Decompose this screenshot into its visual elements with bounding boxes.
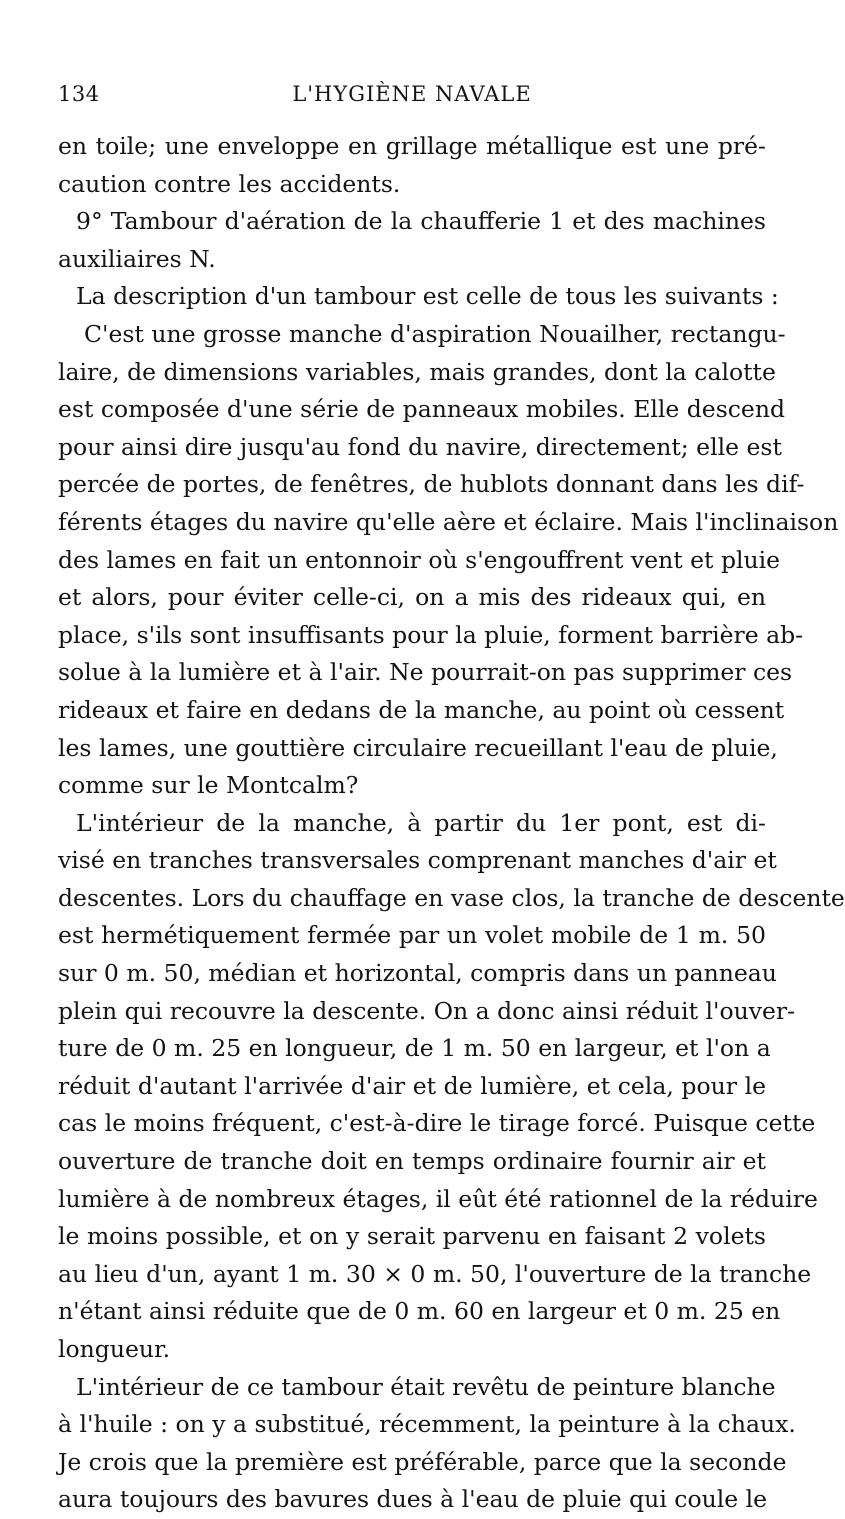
text-line: solue à la lumière et à l'air. Ne pourrait-on pas supprimer ces [58,658,793,687]
text-line: laire, de dimensions variables, mais grandes, dont la calotte [58,357,776,386]
text-line: est hermétiquement fermée par un volet mobile de 1 m. 50 [58,921,766,950]
text-line: en toile; une enveloppe en grillage métallique est une pré- [58,132,766,160]
text-line: le moins possible, et on y serait parvenu en faisant 2 volets [58,1222,766,1251]
text-line: visé en tranches transversales comprenant manches d'air et [58,846,777,875]
text-line: comme sur le Montcalm? [58,771,359,800]
text-line: auxiliaires N. [58,244,216,273]
text-line: pour ainsi dire jusqu'au fond du navire, directement; elle est [58,432,782,461]
text-line: à l'huile : on y a substitué, récemment, la peinture à la chaux. [58,1410,796,1439]
text-line: au lieu d'un, ayant 1 m. 30 × 0 m. 50, l'ouverture de la tranche [58,1259,812,1288]
text-line: caution contre les accidents. [58,169,401,198]
text-line: aura toujours des bavures dues à l'eau de pluie qui coule le [58,1485,768,1514]
running-title: L'HYGIÈNE NAVALE [292,82,532,106]
text-line: n'étant ainsi réduite que de 0 m. 60 en largeur et 0 m. 25 en [58,1297,781,1326]
page-number: 134 [58,82,100,106]
text-line: ture de 0 m. 25 en longueur, de 1 m. 50 en largeur, et l'on a [58,1034,771,1063]
text-line: La description d'un tambour est celle de tous les suivants : [76,282,779,311]
text-line: C'est une grosse manche d'aspiration Nouailher, rectangu- [84,319,786,348]
text-line: L'intérieur de la manche, à partir du 1er pont, est di- [76,808,766,837]
text-line: rideaux et faire en dedans de la manche, au point où cessent [58,695,785,724]
body-text [58,128,845,1519]
text-line: L'intérieur de ce tambour était revêtu de peinture blanche [76,1372,776,1401]
text-line: percée de portes, de fenêtres, de hublots donnant dans les dif- [58,470,805,499]
text-line: cas le moins fréquent, c'est-à-dire le tirage forcé. Puisque cette [58,1109,816,1138]
text-line: des lames en fait un entonnoir où s'engouffrent vent et pluie [58,545,781,574]
text-line: longueur. [58,1335,171,1363]
text-line: 9° Tambour d'aération de la chaufferie 1 et des machines [76,207,766,236]
text-line: férents étages du navire qu'elle aère et éclaire. Mais l'inclinaison [58,507,839,536]
text-line: plein qui recouvre la descente. On a donc ainsi réduit l'ouver- [58,996,796,1025]
text-line: ouverture de tranche doit en temps ordinaire fournir air et [58,1147,766,1176]
text-line: et alors, pour éviter celle-ci, on a mis des rideaux qui, en [58,583,766,612]
text-line: lumière à de nombreux étages, il eût été rationnel de la réduire [58,1184,818,1213]
text-line: est composée d'une série de panneaux mobiles. Elle descend [58,395,786,424]
text-line: sur 0 m. 50, médian et horizontal, compris dans un panneau [58,959,777,988]
text-line: réduit d'autant l'arrivée d'air et de lumière, et cela, pour le [58,1071,766,1100]
page-header [58,82,766,112]
text-line: Je crois que la première est préférable, parce que la seconde [58,1447,787,1476]
text-line: place, s'ils sont insuffisants pour la pluie, forment barrière ab- [58,620,804,649]
text-line: descentes. Lors du chauffage en vase clos, la tranche de descente [58,883,845,912]
text-line: les lames, une gouttière circulaire recueillant l'eau de pluie, [58,733,778,762]
